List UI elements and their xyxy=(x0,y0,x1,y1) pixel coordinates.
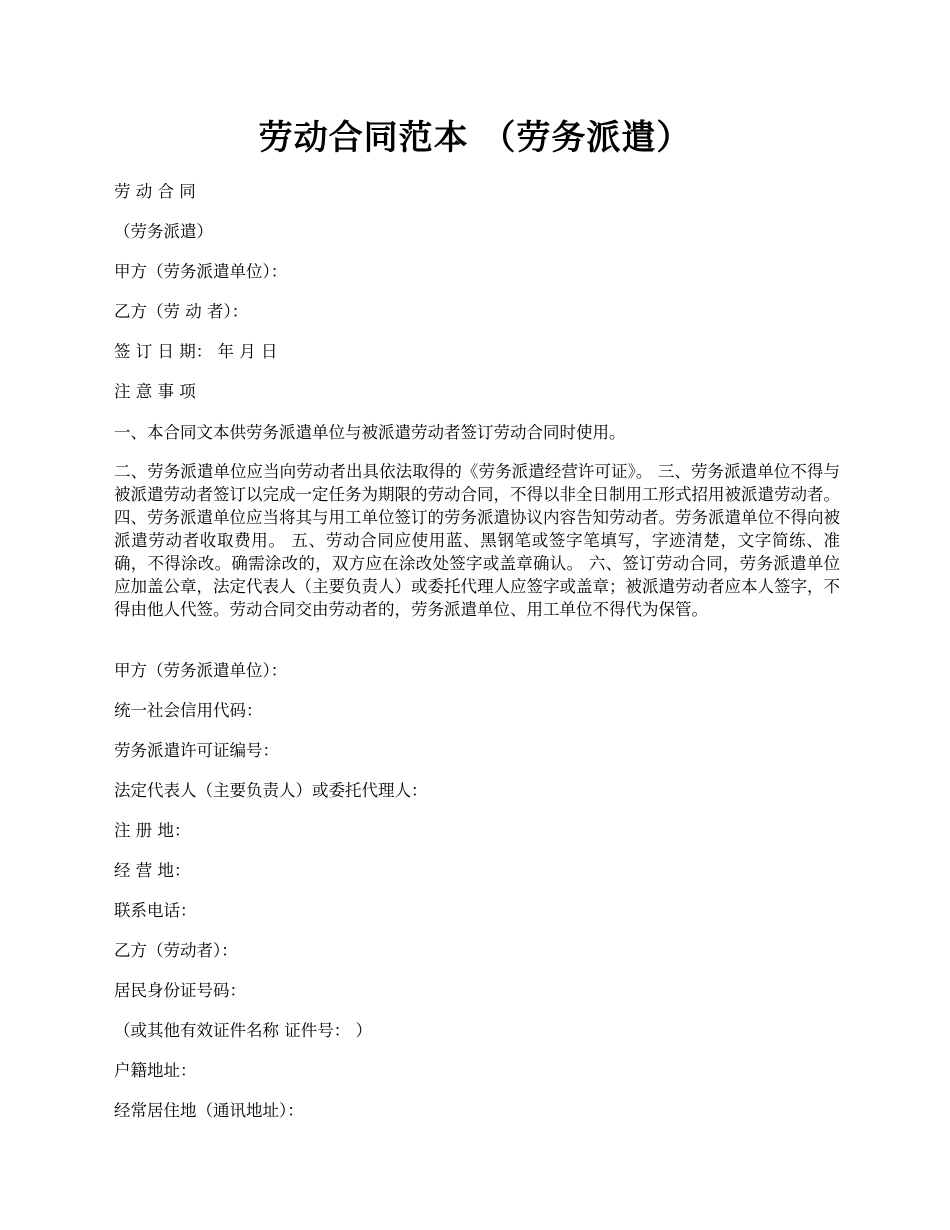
field-phone: 联系电话： xyxy=(114,901,197,920)
document-title: 劳动合同范本 （劳务派遣） xyxy=(258,118,692,158)
party-b-label: 乙方（劳 动 者）： xyxy=(114,302,249,321)
field-legal-representative: 法定代表人（主要负责人）或委托代理人： xyxy=(114,781,428,800)
field-household-address: 户籍地址： xyxy=(114,1061,197,1080)
contract-type: （劳务派遣） xyxy=(114,222,213,241)
field-license-number: 劳务派遣许可证编号： xyxy=(114,741,279,760)
notes-heading: 注 意 事 项 xyxy=(114,382,196,401)
note-1: 一、本合同文本供劳务派遣单位与被派遣劳动者签订劳动合同时使用。 xyxy=(114,423,626,442)
field-party-a: 甲方（劳务派遣单位）： xyxy=(114,661,288,680)
field-other-id: （或其他有效证件名称 证件号： ） xyxy=(114,1021,372,1040)
signing-date: 签 订 日 期： 年 月 日 xyxy=(114,342,278,361)
field-residence-address: 经常居住地（通讯地址）： xyxy=(114,1101,304,1120)
contract-heading: 劳 动 合 同 xyxy=(114,182,196,201)
field-business-address: 经 营 地： xyxy=(114,861,191,880)
field-registered-address: 注 册 地： xyxy=(114,821,191,840)
field-id-number: 居民身份证号码： xyxy=(114,981,246,1000)
field-credit-code: 统一社会信用代码： xyxy=(114,701,263,720)
notes-paragraph: 二、劳务派遣单位应当向劳动者出具依法取得的《劳务派遣经营许可证》。 三、劳务派遣单位不得与被派遣劳动者签订以完成一定任务为期限的劳动合同，不得以非全日制用工形式招用被派遣劳动者。 四、劳务派遣单位应当将其与用工单位签订的劳务派遣协议内容告知劳动者。劳务派遣单位不得向被派遣劳动者收取费用。 五、劳动合同应使用蓝、黑钢笔或签字笔填写，字迹清楚，文字简练、准确，不得涂改。确需涂改的，双方应在涂改处签字或盖章确认。 六、签订劳动合同，劳务派遣单位应加盖公章，法定代表人（主要负责人）或委托代理人应签字或盖章；被派遣劳动者应本人签字，不得由他人代签。劳动合同交由劳动者的，劳务派遣单位、用工单位不得代为保管。 xyxy=(114,462,840,619)
field-party-b: 乙方（劳动者）： xyxy=(114,941,238,960)
party-a-label: 甲方（劳务派遣单位）： xyxy=(114,262,288,281)
